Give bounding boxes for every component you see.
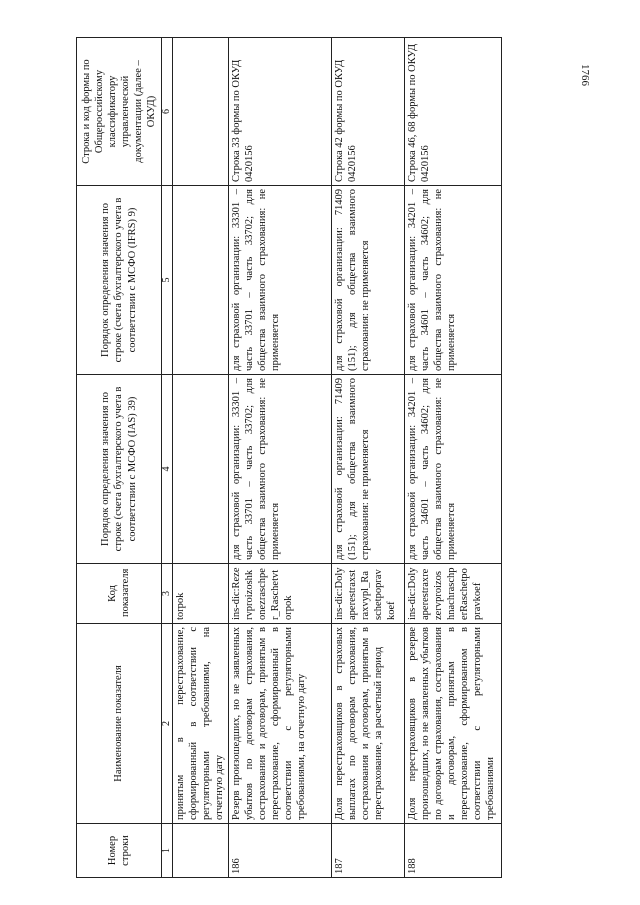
indicator-code: ins-dic:Dolyaperestraxstraxvypl_Raschetpopravkoef — [331, 564, 404, 624]
ifrs9-rule: для страховой организации: 33301 – часть 33701 – часть 33702; для общества взаимного страхования: не применяется — [228, 186, 331, 375]
column-number: 2 — [162, 624, 173, 824]
ifrs9-rule: для страховой организации: 34201 – часть 34601 – часть 34602; для общества взаимного страхования: не применяется — [404, 186, 501, 375]
okud-reference: Строка 42 формы по ОКУД 0420156 — [331, 38, 404, 186]
table-row — [404, 38, 501, 878]
ias39-rule: для страховой организации: 33301 – часть 33701 – часть 33702; для общества взаимного страхования: не применяется — [228, 375, 331, 564]
row-number: 188 — [404, 824, 501, 878]
column-number-row — [162, 38, 173, 878]
ias39-rule — [173, 375, 229, 564]
rotated-table-container — [76, 38, 574, 878]
indicator-name: Доля перестраховщиков в страховых выплатах по договорам страхования, сострахования и договорам, принятым в перестрахование, за расчетный период — [331, 624, 404, 824]
column-number: 3 — [162, 564, 173, 624]
okud-reference: Строка 33 формы по ОКУД 0420156 — [228, 38, 331, 186]
header-ifrs9: Порядок определения значения по строке (счета бухгалтерского учета в соответствии с МСФО (IFRS) 9) — [77, 186, 162, 375]
table-row — [173, 38, 229, 878]
indicator-name: Резерв произошедших, но не заявленных убытков по договорам страхования, сострахования и договорам, принятым в перестрахование, сформированный в соответствии с регуляторными требованиями, на отчетную дату — [228, 624, 331, 824]
column-number: 5 — [162, 186, 173, 375]
indicator-code: torpok — [173, 564, 229, 624]
indicator-name: принятым в перестрахование, сформированный в соответствии с регуляторными требованиями, на отчетную дату — [173, 624, 229, 824]
ifrs9-rule: для страховой организации: 71409 (151); для общества взаимного страхования: не применяется — [331, 186, 404, 375]
indicator-code: ins-dic:DolyaperestraxrezervproizoshnachraschperRaschetpopravkoef — [404, 564, 501, 624]
okud-reference — [173, 38, 229, 186]
column-number: 1 — [162, 824, 173, 878]
header-okud: Строка и код формы по Общероссийскому классификатору управленческой документации (далее – ОКУД) — [77, 38, 162, 186]
page-number: 1766 — [579, 64, 591, 86]
header-row-number: Номер строки — [77, 824, 162, 878]
indicator-table — [76, 37, 502, 878]
header-indicator-name: Наименование показателя — [77, 624, 162, 824]
indicator-code: ins-dic:Rezervproizoshkonezrasсhper_Raschetvtorpok — [228, 564, 331, 624]
row-number: 187 — [331, 824, 404, 878]
header-indicator-code: Код показателя — [77, 564, 162, 624]
header-row — [77, 38, 162, 878]
okud-reference: Строка 46, 68 формы по ОКУД 0420156 — [404, 38, 501, 186]
header-ias39: Порядок определения значения по строке (счета бухгалтерского учета в соответствии с МСФО (IAS) 39) — [77, 375, 162, 564]
table-row — [228, 38, 331, 878]
ifrs9-rule — [173, 186, 229, 375]
row-number — [173, 824, 229, 878]
table-row — [331, 38, 404, 878]
row-number: 186 — [228, 824, 331, 878]
column-number: 4 — [162, 375, 173, 564]
indicator-name: Доля перестраховщиков в резерве произошедших, но не заявленных убытков по договорам страхования, сострахования и договорам, принятым в перестрахование, сформированном в соответствии с регуляторными требованиями — [404, 624, 501, 824]
ias39-rule: для страховой организации: 34201 – часть 34601 – часть 34602; для общества взаимного страхования: не применяется — [404, 375, 501, 564]
column-number: 6 — [162, 38, 173, 186]
ias39-rule: для страховой организации: 71409 (151); для общества взаимного страхования: не применяется — [331, 375, 404, 564]
